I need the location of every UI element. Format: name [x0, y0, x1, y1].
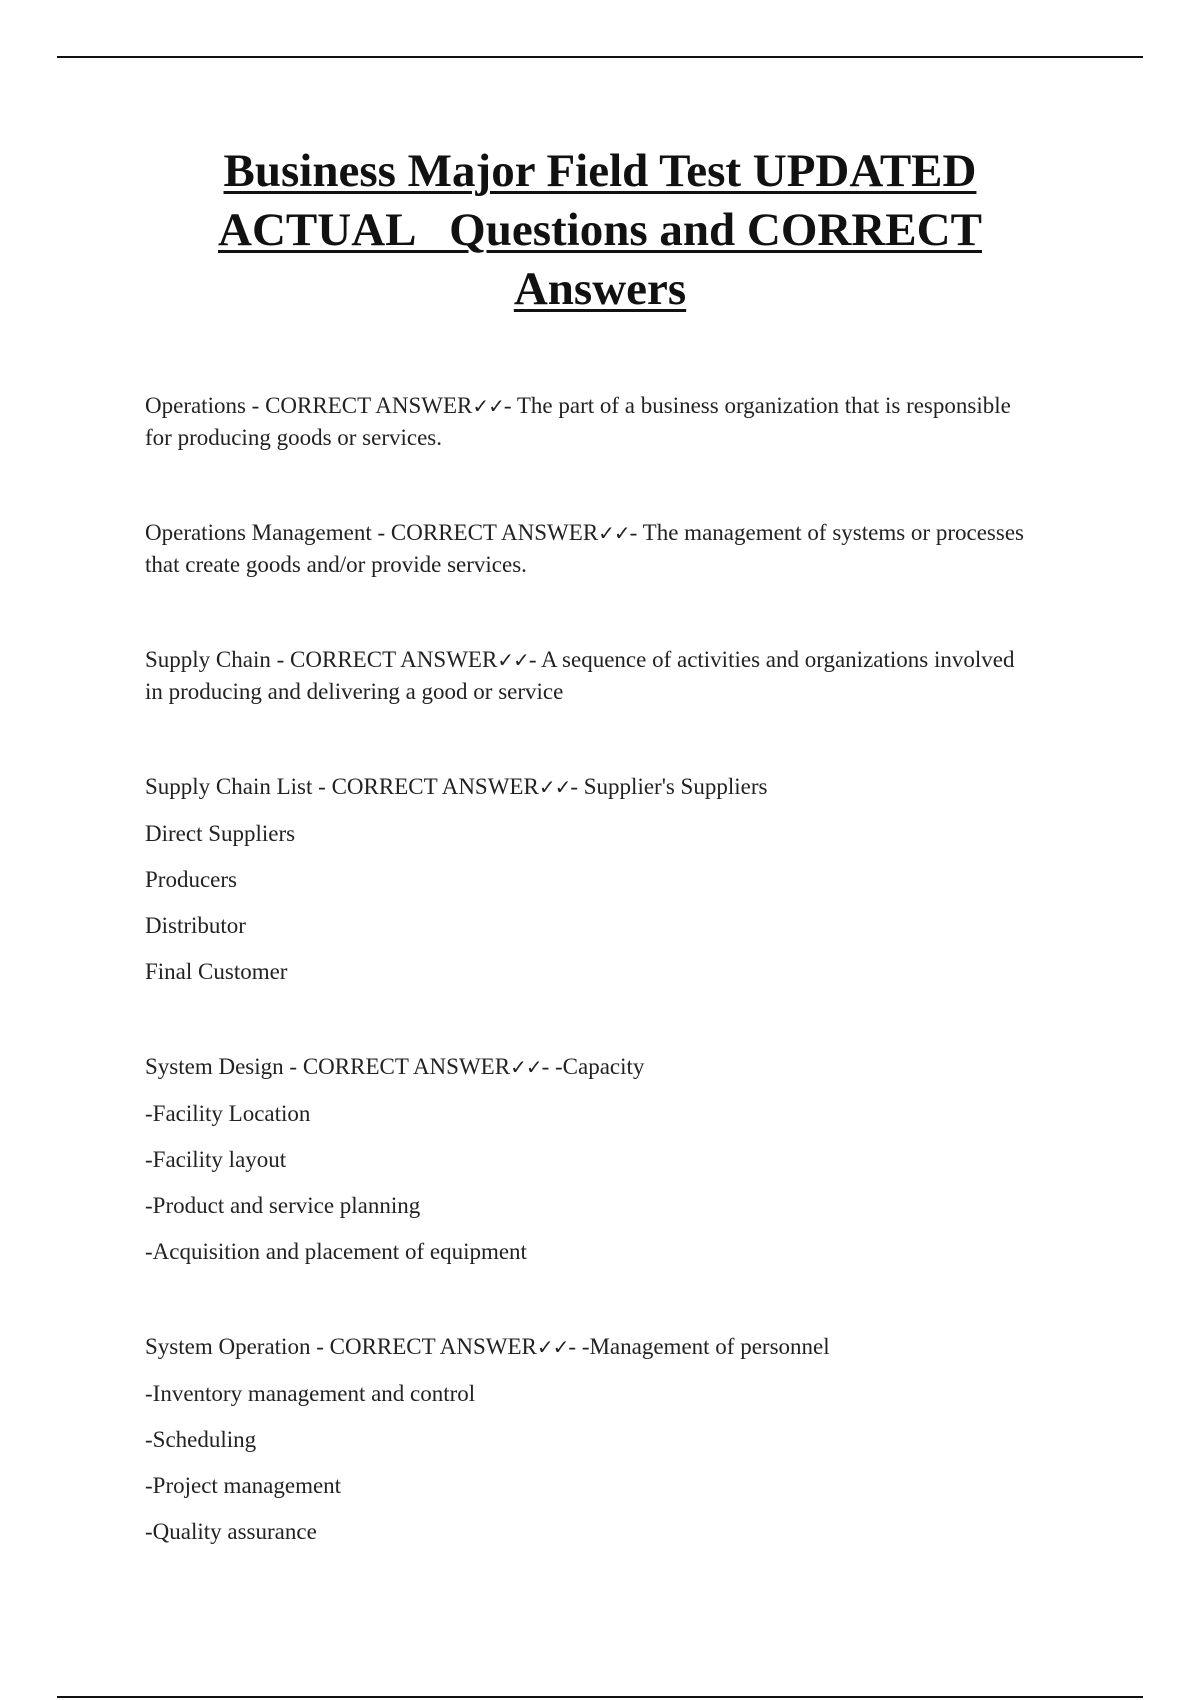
qa-entry-line: System Operation - CORRECT ANSWER✓✓- -Management of personnel: [145, 1334, 830, 1359]
term: Supply Chain List: [145, 774, 313, 799]
answer-marker: CORRECT ANSWER: [390, 520, 599, 545]
qa-entry-system-operation: [145, 1331, 1025, 1547]
answer-marker: CORRECT ANSWER: [331, 774, 539, 799]
answer-marker: CORRECT ANSWER: [265, 393, 473, 418]
term: Supply Chain: [145, 647, 271, 672]
answer-item: Final Customer: [145, 959, 288, 984]
answer-text: The management of systems or processes that create goods and/or provide services.: [145, 520, 1024, 577]
answer-item: Producers: [145, 867, 237, 892]
answer-text: Supplier's Suppliers: [583, 774, 768, 799]
answer-text: -Management of personnel: [581, 1334, 830, 1359]
answer-item: -Acquisition and placement of equipment: [145, 1239, 527, 1264]
qa-list: [145, 390, 1025, 1547]
qa-entry-line: Supply Chain - CORRECT ANSWER✓✓- A sequence of activities and organizations involved in producing and delivering a good or service: [145, 647, 1015, 704]
qa-entry-line: Operations Management - CORRECT ANSWER✓✓- The management of systems or processes that create goods and/or provide services.: [145, 520, 1024, 577]
answer-text: The part of a business organization that is responsible for producing goods or services.: [145, 393, 1011, 450]
title-line-1: Business Major Field Test UPDATED: [223, 145, 977, 197]
answer-marker: CORRECT ANSWER: [302, 1054, 511, 1079]
qa-entry-system-design: [145, 1051, 1025, 1267]
answer-item: -Facility Location: [145, 1101, 311, 1126]
qa-entry-operations-management: [145, 517, 1025, 580]
answer-marker: CORRECT ANSWER: [329, 1334, 537, 1359]
term: System Design: [145, 1054, 284, 1079]
qa-entry-line: Operations - CORRECT ANSWER✓✓- The part of a business organization that is responsible for producing goods or services.: [145, 393, 1011, 450]
bottom-rule: [57, 1696, 1143, 1698]
answer-text: A sequence of activities and organizations involved in producing and delivering a good or service: [145, 647, 1015, 704]
term: Operations: [145, 393, 246, 418]
qa-entry-supply-chain-list: [145, 771, 1025, 987]
term: Operations Management: [145, 520, 372, 545]
answer-item: -Scheduling: [145, 1427, 257, 1452]
top-rule: [57, 56, 1143, 58]
title-line-2: ACTUAL Questions and CORRECT: [218, 204, 982, 256]
qa-entry-line: System Design - CORRECT ANSWER✓✓- -Capacity: [145, 1054, 645, 1079]
answer-item: -Product and service planning: [145, 1193, 421, 1218]
answer-item: -Quality assurance: [145, 1519, 317, 1544]
title-line-3: Answers: [513, 263, 687, 315]
qa-entry-supply-chain: [145, 644, 1025, 707]
double-check-icon: ✓✓: [510, 1055, 542, 1079]
double-check-icon: ✓✓: [497, 648, 529, 672]
answer-text: -Capacity: [555, 1054, 645, 1079]
qa-entry-operations: [145, 390, 1025, 453]
answer-item: -Facility layout: [145, 1147, 287, 1172]
answer-item: Distributor: [145, 913, 246, 938]
qa-entry-line: Supply Chain List - CORRECT ANSWER✓✓- Supplier's Suppliers: [145, 774, 768, 799]
answer-item: -Project management: [145, 1473, 342, 1498]
double-check-icon: ✓✓: [472, 394, 504, 418]
term: System Operation: [145, 1334, 311, 1359]
document-title: [0, 142, 1200, 319]
answer-item: -Inventory management and control: [145, 1381, 476, 1406]
answer-item: Direct Suppliers: [145, 821, 296, 846]
double-check-icon: ✓✓: [536, 1335, 569, 1359]
double-check-icon: ✓✓: [538, 775, 571, 799]
double-check-icon: ✓✓: [598, 521, 630, 545]
answer-marker: CORRECT ANSWER: [290, 647, 498, 672]
